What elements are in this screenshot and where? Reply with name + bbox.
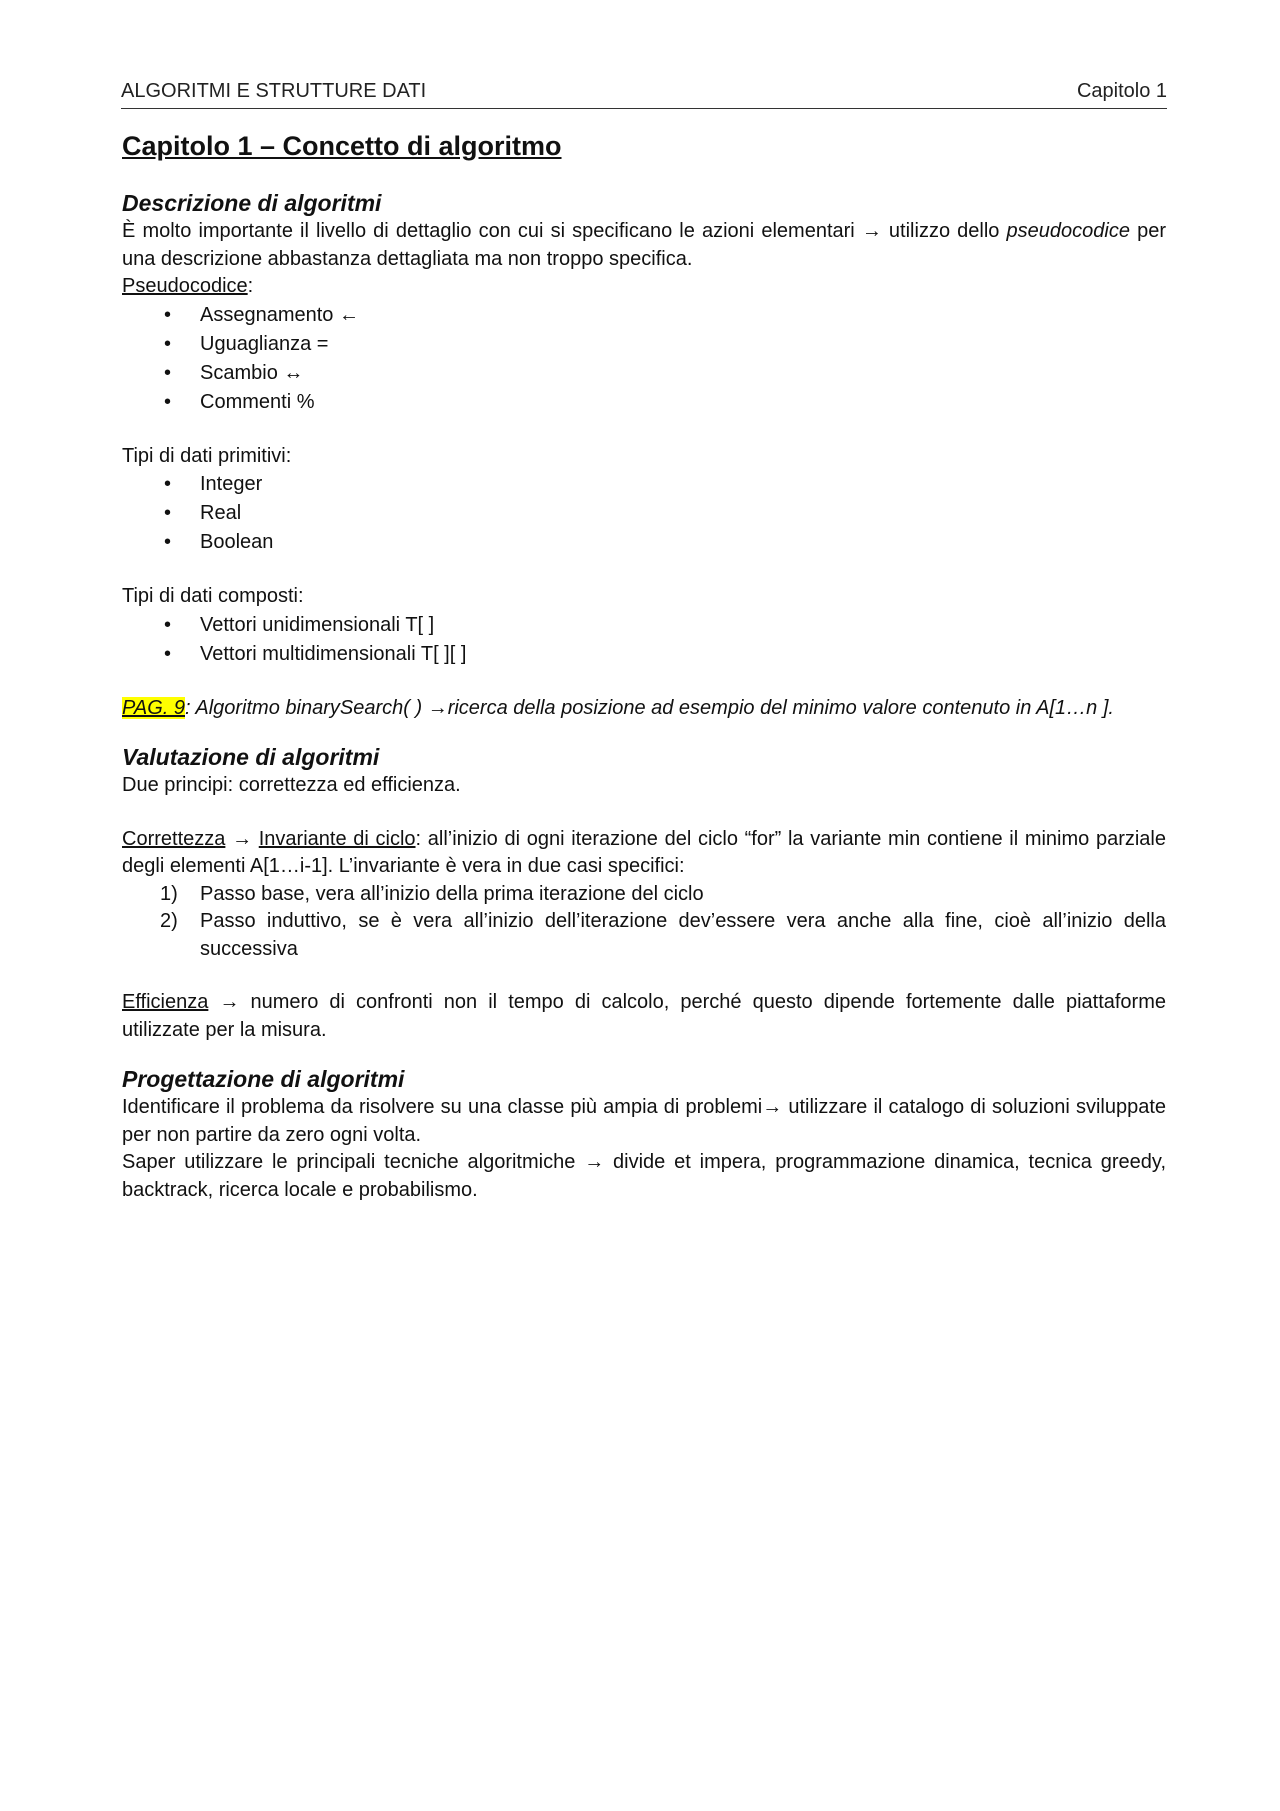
page-reference-highlight: PAG. 9 <box>122 696 185 719</box>
efficienza-paragraph: Efficienza → numero di confronti non il tempo di calcolo, perché questo dipende fortemente dalle piattaforme utilizzate per la misura. <box>122 991 1166 1041</box>
list-item: • Vettori multidimensionali T[ ][ ] <box>122 640 1166 669</box>
pseudocodice-list <box>122 301 1166 417</box>
section-heading-progettazione: Progettazione di algoritmi <box>122 1066 405 1092</box>
page-content <box>122 122 1166 1204</box>
principi-text: Due principi: correttezza ed efficienza. <box>122 774 461 796</box>
section-valutazione <box>122 742 1166 1044</box>
invariante-steps <box>122 881 1166 964</box>
correttezza-term: Correttezza <box>122 827 226 850</box>
descrizione-intro: È molto importante il livello di dettaglio con cui si specificano le azioni elementari → utilizzo dello pseudocodice per una descrizione abbastanza dettagliata ma non troppo specifica. <box>122 220 1166 270</box>
page-reference-note: PAG. 9: Algoritmo binarySearch( ) →ricerca della posizione ad esempio del minimo valore contenuto in A[1…n ]. <box>122 696 1114 719</box>
list-item: • Real <box>122 499 1166 528</box>
arrow-icon: → <box>762 1096 783 1118</box>
bullet-icon: • <box>164 303 172 326</box>
section-heading-valutazione: Valutazione di algoritmi <box>122 744 380 770</box>
list-item: 1) Passo base, vera all’inizio della prima iterazione del ciclo <box>160 882 704 905</box>
primitivi-label: Tipi di dati primitivi: <box>122 444 292 467</box>
section-progettazione <box>122 1064 1166 1204</box>
primitivi-list <box>122 470 1166 557</box>
bullet-icon: • <box>164 613 172 636</box>
bullet-icon: • <box>164 531 172 553</box>
composti-label: Tipi di dati composti: <box>122 585 304 607</box>
arrow-icon: → <box>584 1151 605 1173</box>
invariante-term: Invariante di ciclo <box>258 827 416 850</box>
list-item: • Integer <box>122 470 1166 499</box>
correttezza-paragraph: Correttezza → Invariante di ciclo: all’inizio di ogni iterazione del ciclo “for” la variante min contiene il minimo parziale degli elementi A[1…i-1]. L’invariante è vera in due casi specifici: <box>122 827 1166 877</box>
page-header <box>121 80 1167 109</box>
arrow-icon: → <box>861 220 882 242</box>
efficienza-term: Efficienza <box>122 991 209 1013</box>
section-descrizione <box>122 188 1166 722</box>
bullet-icon: • <box>164 502 172 524</box>
progettazione-paragraph-2: Saper utilizzare le principali tecniche algoritmiche → divide et impera, programmazione dinamica, tecnica greedy, backtrack, ricerca locale e probabilismo. <box>122 1151 1167 1201</box>
bullet-icon: • <box>164 473 172 495</box>
list-item: 2) Passo induttivo, se è vera all’inizio dell’iterazione dev’essere vera anche alla fine, cioè all’inizio della successiva <box>160 910 1166 960</box>
progettazione-paragraph-1: Identificare il problema da risolvere su una classe più ampia di problemi→ utilizzare il catalogo di soluzioni sviluppate per non partire da zero ogni volta. <box>122 1096 1166 1146</box>
list-item: • Boolean <box>122 528 1166 557</box>
section-heading-descrizione: Descrizione di algoritmi <box>122 190 382 216</box>
list-item: • Assegnamento ← <box>122 301 1166 330</box>
arrow-icon: → <box>219 991 240 1013</box>
pseudocodice-label: Pseudocodice: <box>122 275 254 297</box>
header-course-title: ALGORITMI E STRUTTURE DATI <box>121 80 427 102</box>
list-item: • Scambio ↔ <box>122 359 1166 388</box>
list-item: • Commenti % <box>122 388 1166 417</box>
arrow-icon: → <box>232 827 253 850</box>
header-chapter-label: Capitolo 1 <box>1076 80 1167 102</box>
list-item: • Vettori unidimensionali T[ ] <box>122 611 1166 640</box>
bullet-icon: • <box>164 361 172 384</box>
chapter-title: Capitolo 1 – Concetto di algoritmo <box>122 131 562 161</box>
composti-list <box>122 611 1166 669</box>
bullet-icon: • <box>164 332 172 355</box>
bullet-icon: • <box>164 390 172 413</box>
arrow-icon: → <box>427 696 448 719</box>
list-item: • Uguaglianza = <box>122 330 1166 359</box>
bullet-icon: • <box>164 642 172 665</box>
